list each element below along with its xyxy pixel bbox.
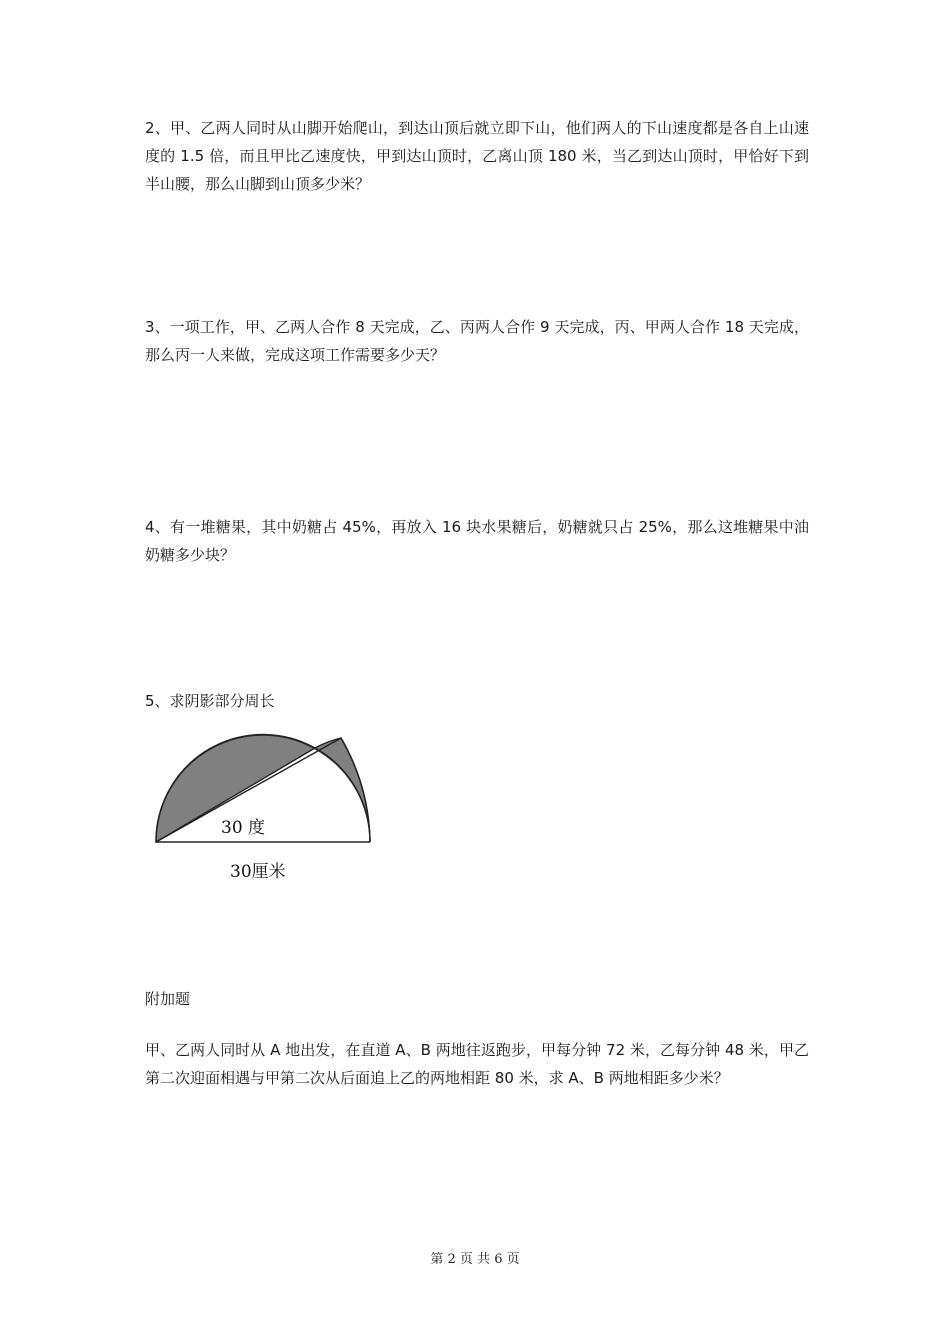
bonus-question: 甲、乙两人同时从 A 地出发，在直道 A、B 两地往返跑步，甲每分钟 72 米，乙每分钟 48 米，甲乙第二次迎面相遇与甲第二次从后面追上乙的两地相距 80 米，求 A、B 两地相距多少米？ — [145, 1041, 809, 1087]
bonus-title: 附加题 — [145, 990, 191, 1008]
shaded-perimeter-figure — [150, 728, 380, 888]
angle-label: 30 度 — [221, 818, 266, 838]
page-footer: 第 2 页 共 6 页 — [430, 1252, 520, 1267]
geometry-diagram — [150, 728, 380, 888]
length-label: 30厘米 — [230, 862, 286, 882]
question-3: 3、一项工作，甲、乙两人合作 8 天完成，乙、丙两人合作 9 天完成，丙、甲两人合作 18 天完成，那么丙一人来做，完成这项工作需要多少天？ — [145, 318, 809, 364]
question-5: 5、求阴影部分周长 — [145, 692, 275, 710]
question-2: 2、甲、乙两人同时从山脚开始爬山，到达山顶后就立即下山，他们两人的下山速度都是各自上山速度的 1.5 倍，而且甲比乙速度快，甲到达山顶时，乙离山顶 180 米，当乙到达山顶时，甲恰好下到半山腰，那么山脚到山顶多少米？ — [145, 119, 809, 193]
question-4: 4、有一堆糖果，其中奶糖占 45%，再放入 16 块水果糖后，奶糖就只占 25%，那么这堆糖果中油奶糖多少块？ — [145, 518, 809, 564]
